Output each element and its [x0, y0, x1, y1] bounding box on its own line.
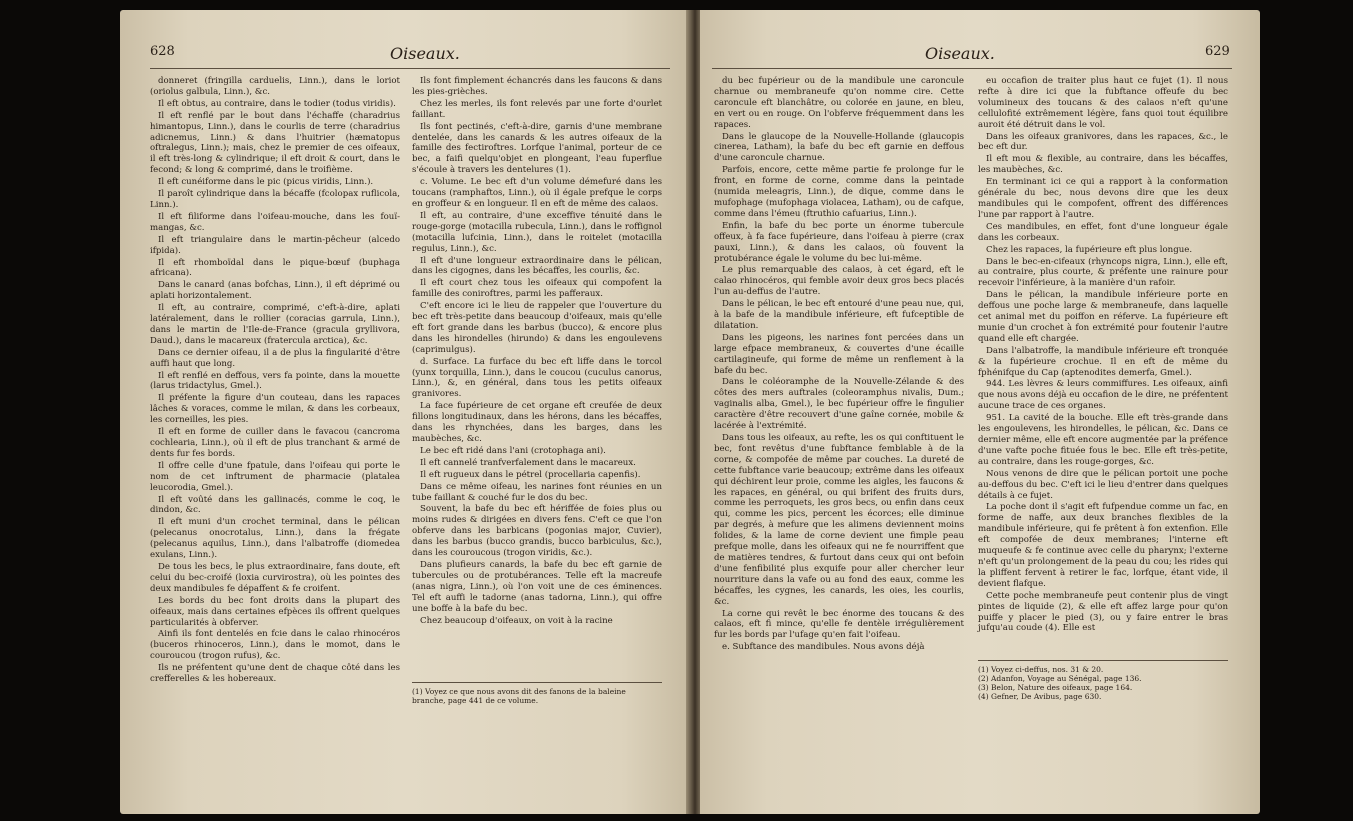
paragraph: Cette poche membraneufe peut contenir plus de vingt pintes de liquide (2), & elle eft affez large pour qu'on puiffe y placer le pied (3), ou y faire entrer le bras jufqu'au coude (4). Elle est [978, 590, 1228, 634]
paragraph: Il eft obtus, au contraire, dans le todier (todus viridis). [158, 98, 396, 109]
page-number: 628 [150, 44, 175, 59]
paragraph: Dans le coléoramphe de la Nouvelle-Zélande & des côtes des mers auftrales (coleoramphus nivalis, Dum.; vaginalis alba, Gmel.), le bec fupérieur offre le fingulier caractère d'être recouvert d'une gaîne cornée, mobile & lacérée à l'extrémité. [714, 377, 964, 432]
right-page [700, 10, 1260, 814]
running-title: Oiseaux. [925, 44, 995, 63]
paragraph: Chez les rapaces, la fupérieure eft plus longue. [986, 244, 1193, 255]
paragraph: Dans tous les oifeaux, au refte, les os qui conftituent le bec, font revêtus d'une fubftance femblable à de la corne, & compofée de même par couches. La dureté de cette fubftance varie beaucoup; extrême dans les oifeaux qui déchirent leur proie, comme les aigles, les faucons & les rapaces, en général, ou qui brifent des fruits durs, comme les perroquets, les gros becs, ou enfin dans ceux qui, comme les pics, percent les écorces; elle diminue par degrés, à mefure que les alimens deviennent moins folides, & la lame de corne devient une fimple peau prefque molle, dans les oifeaux qui ne fe nourriffent que de matières tendres, & furtout dans ceux qui ont befoin d'une fenfibilité plus exquife pour aller chercher leur nourriture dans la vafe ou au fond des eaux, comme les bécaffes, les cygnes, les canards, les oies, les courlis, &c. [714, 433, 964, 607]
footnote: (1) Voyez ci-deffus, nos. 31 & 20. [978, 665, 1104, 674]
paragraph: La corne qui revêt le bec énorme des toucans & des calaos, eft fi mince, qu'elle fe dentèle irrégulièrement fur les bords par l'ufage qu'en fait l'oifeau. [714, 608, 964, 641]
paragraph: du bec fupérieur ou de la mandibule une caroncule charnue ou membraneufe qu'on nomme cire. Cette caroncule eft blanchâtre, ou colorée en jaune, en bleu, en vert ou en rouge. On l'obferve fréquemment dans les rapaces. [714, 76, 964, 130]
paragraph: Dans plufieurs canards, la bafe du bec eft garnie de tubercules ou de protubérances. Telle eft la macreufe (anas nigra, Linn.), où l'on voit une de ces éminences. Tel eft auffi le tadorne (anas tadorna, Linn.), qui offre une boffe à la bafe du bec. [412, 559, 662, 614]
running-title: Oiseaux. [390, 44, 460, 63]
paragraph: Dans ce dernier oifeau, il a de plus la fingularité d'être auffi haut que long. [150, 347, 400, 369]
paragraph: Le bec eft ridé dans l'ani (crotophaga ani). [420, 445, 606, 456]
paragraph: Chez beaucoup d'oifeaux, on voit à la racine [420, 615, 613, 626]
paragraph: c. Volume. Le bec eft d'un volume démefuré dans les toucans (ramphaftos, Linn.), où il égale prefque le corps en groffeur & en longueur. Il en eft de même des calaos. [412, 177, 662, 209]
left-page [120, 10, 690, 814]
paragraph: Les bords du bec font droits dans la plupart des oifeaux, mais dans certaines efpèces ils offrent quelques particularités à obferver. [150, 595, 400, 628]
paragraph: Il eft, au contraire, d'une exceffive ténuité dans le rouge-gorge (motacilla rubecula, Linn.), dans le roffignol (motacilla lufcinia, Linn.), dans le roitelet (motacilla regulus, Linn.), &c. [412, 210, 662, 254]
paragraph: Ils font fimplement échancrés dans les faucons & dans les pies-grièches. [412, 76, 662, 97]
paragraph: donneret (fringilla carduelis, Linn.), dans le loriot (oriolus galbula, Linn.), &c. [150, 76, 400, 97]
paragraph: Il eft triangulaire dans le martin-pêcheur (alcedo ifpida). [150, 234, 400, 256]
paragraph: Il eft rugueux dans le pétrel (procellaria capenfis). [420, 469, 641, 480]
paragraph: Il eft mou & flexible, au contraire, dans les bécaffes, les maubèches, &c. [978, 154, 1228, 176]
paragraph: Dans le bec-en-cifeaux (rhyncops nigra, Linn.), elle eft, au contraire, plus courte, & préfente une rainure pour recevoir l'inférieure, à la manière d'un rafoir. [978, 256, 1228, 289]
paragraph: Enfin, la bafe du bec porte un énorme tubercule offeux, à fa face fupérieure, dans l'oifeau à pierre (crax pauxi, Linn.), & dans les calaos, où fouvent la protubérance égale le volume du bec lui-même. [714, 220, 964, 264]
paragraph: Il eft voûté dans les gallinacés, comme le coq, le dindon, &c. [150, 494, 400, 516]
paragraph: Il eft renflé par le bout dans l'échaffe (charadrius himantopus, Linn.), dans le courlis de terre (charadrius adicnemus, Linn.) & dans l'huitrier (hæmatopus oftralegus, Linn.); mais, chez le premier de ces oifeaux, il eft très-long & cylindrique; il eft droit & court, dans le fecond; & long & comprimé, dans le troifième. [150, 110, 400, 176]
paragraph: Dans le pélican, le bec eft entouré d'une peau nue, qui, à la bafe de la mandibule inférieure, eft fufceptible de dilatation. [714, 299, 964, 331]
footnotes [978, 660, 1228, 701]
text-column-1 [150, 76, 400, 686]
open-book [120, 10, 1260, 814]
footnote: (1) Voyez ce que nous avons dit des fanons de la baleine [412, 687, 626, 696]
header-rule [150, 68, 670, 69]
paragraph: Il eft court chez tous les oifeaux qui compofent la famille des coniroftres, parmi les pafferaux. [412, 278, 662, 300]
paragraph: C'eft encore ici le lieu de rappeler que l'ouverture du bec eft très-petite dans beaucoup d'oifeaux, mais qu'elle eft fort grande dans les barbus (bucco), & encore plus dans les hirondelles (hirundo) & dans les engoulevens (caprimulgus). [412, 301, 662, 355]
paragraph: Parfois, encore, cette même partie fe prolonge fur le front, en forme de corne, comme dans la peintade (numida meleagris, Linn.), de dique, comme dans le mufophage (mufophaga violacea, Latham), ou de cafque, comme dans l'émeu (ftruthio cafuarius, Linn.). [714, 165, 964, 219]
footnotes [412, 682, 662, 705]
paragraph: Il eft en forme de cuiller dans le favacou (cancroma cochlearia, Linn.), où il eft de plus tranchant & armé de dents fur fes bords. [150, 427, 400, 459]
paragraph: Dans les pigeons, les narines font percées dans un large efpace membraneux, & couvertes d'une écaille cartilagineufe, qui forme de même un renflement à la bafe du bec. [714, 332, 964, 376]
text-column-1 [714, 76, 964, 654]
paragraph: 944. Les lèvres & leurs commiffures. Les oifeaux, ainfi que nous avons déjà eu occafion de le dire, ne préfentent aucune trace de ces organes. [978, 379, 1228, 412]
paragraph: Ils font pectinés, c'eft-à-dire, garnis d'une membrane dentelée, dans les canards & les autres oifeaux de la famille des fectiroftres. Lorfque l'animal, porteur de ce bec, a faifi quelqu'objet en plongeant, l'eau fuperflue s'écoule à travers les dentelures (1). [412, 121, 662, 176]
paragraph: Nous venons de dire que le pélican portoit une poche au-deffous du bec. C'eft ici le lieu d'entrer dans quelques détails à ce fujet. [978, 468, 1228, 501]
paragraph: Chez les merles, ils font relevés par une forte d'ourlet faillant. [412, 98, 662, 120]
paragraph: Dans le canard (anas bofchas, Linn.), il eft déprimé ou aplati horizontalement. [150, 280, 400, 302]
paragraph: Ainfi ils font dentelés en fcie dans le calao rhinocéros (buceros rhinoceros, Linn.), dans le momot, dans le couroucou (trogon rufus), &c. [150, 629, 400, 662]
header-rule [712, 68, 1232, 69]
paragraph: En terminant ici ce qui a rapport à la conformation générale du bec, nous devons dire que les deux mandibules qui le compofent, offrent des différences l'une par rapport à l'autre. [978, 177, 1228, 220]
paragraph: eu occafion de traiter plus haut ce fujet (1). Il nous refte à dire ici que la fubftance offeufe du bec volumineux des toucans & des calaos n'eft qu'une cellulofité extrêmement légère, fans quoi tout équilibre auroit été détruit dans le vol. [978, 76, 1228, 130]
paragraph: Il eft cunéiforme dans le pic (picus viridis, Linn.). [158, 177, 374, 188]
paragraph: Il eft cannelé tranfverfalement dans le macareux. [420, 457, 636, 468]
footnote: branche, page 441 de ce volume. [412, 696, 539, 705]
paragraph: Dans le glaucope de la Nouvelle-Hollande (glaucopis cinerea, Latham), la bafe du bec eft garnie en deffous d'une caroncule charnue. [714, 131, 964, 164]
paragraph: Il paroît cylindrique dans la bécaffe (fcolopax ruflicola, Linn.). [150, 189, 400, 210]
paragraph: Il eft filiforme dans l'oifeau-mouche, dans les fouï-mangas, &c. [150, 211, 400, 233]
paragraph: Ils ne préfentent qu'une dent de chaque côté dans les crefferelles & les hobereaux. [150, 663, 400, 685]
paragraph: Dans le pélican, la mandibule inférieure porte en deffous une poche large & membraneufe, dans laquelle cet animal met du poiffon en réferve. La fupérieure eft munie d'un crochet à fon extrémité pour foutenir l'autre quand elle eft chargée. [978, 290, 1228, 344]
paragraph: Il eft muni d'un crochet terminal, dans le pélican (pelecanus onocrotalus, Linn.), dans la frégate (pelecanus aquilus, Linn.), dans l'albatroffe (diomedea exulans, Linn.). [150, 517, 400, 561]
paragraph: 951. La cavité de la bouche. Elle eft très-grande dans les engoulevens, les hirondelles, le pélican, &c. Dans ce dernier même, elle eft encore augmentée par la préfence d'une vafte poche fituée fous le bec. Elle eft très-petite, au contraire, dans les rouge-gorges, &c. [978, 413, 1228, 467]
paragraph: Ces mandibules, en effet, font d'une longueur égale dans les corbeaux. [978, 221, 1228, 243]
paragraph: Souvent, la bafe du bec eft hériffée de foies plus ou moins rudes & dirigées en divers fens. C'eft ce que l'on obferve dans les barbicans (pogonias major, Cuvier), dans les barbus (bucco grandis, bucco barbiculus, &c.), dans les couroucous (trogon viridis, &c.). [412, 504, 662, 559]
text-column-2 [978, 76, 1228, 635]
paragraph: Il eft renflé en deffous, vers fa pointe, dans la mouette (larus tridactylus, Gmel.). [150, 370, 400, 392]
paragraph: Il eft rhomboïdal dans le pique-bœuf (buphaga africana). [150, 257, 400, 279]
text-column-2 [412, 76, 662, 627]
paragraph: Dans les oifeaux granivores, dans les rapaces, &c., le bec eft dur. [978, 131, 1228, 153]
footnote: (3) Belon, Nature des oifeaux, page 164. [978, 683, 1133, 692]
paragraph: Il préfente la figure d'un couteau, dans les rapaces lâches & voraces, comme le milan, & dans les corbeaux, les corneilles, les pies. [150, 393, 400, 426]
paragraph: La poche dont il s'agit eft fufpendue comme un fac, en forme de naffe, aux deux branches flexibles de la mandibule inférieure, qui fe prêtent à fon extenfion. Elle eft compofée de deux membranes; l'interne eft muqueufe & fe continue avec celle du pharynx; l'externe n'eft qu'un prolongement de la peau du cou; les rides qui la pliffent fervent à retirer le fac, lorfque, étant vide, il devient flafque. [978, 502, 1228, 589]
paragraph: La face fupérieure de cet organe eft creufée de deux fillons longitudinaux, dans les hérons, dans les bécaffes, dans les rhynchées, dans les barges, dans les maubèches, &c. [412, 401, 662, 444]
paragraph: Dans ce même oifeau, les narines font réunies en un tube faillant & couché fur le dos du bec. [412, 481, 662, 503]
paragraph: Il eft d'une longueur extraordinaire dans le pélican, dans les cigognes, dans les bécaffes, les courlis, &c. [412, 255, 662, 277]
page-number: 629 [1205, 44, 1230, 59]
footnote: (4) Gefner, De Avibus, page 630. [978, 692, 1102, 701]
paragraph: d. Surface. La furface du bec eft liffe dans le torcol (yunx torquilla, Linn.), dans le coucou (cuculus canorus, Linn.), &, en général, dans tous les petits oifeaux granivores. [412, 356, 662, 400]
paragraph: De tous les becs, le plus extraordinaire, fans doute, eft celui du bec-croifé (loxia curvirostra), où les pointes des deux mandibules fe dépaffent & fe croifent. [150, 561, 400, 594]
paragraph: Il eft, au contraire, comprimé, c'eft-à-dire, aplati latéralement, dans le rollier (coracias garrula, Linn.), dans le martin de l'Ile-de-France (gracula gryllivora, Daud.), dans le macareux (fratercula arctica), &c. [150, 303, 400, 346]
paragraph: Le plus remarquable des calaos, à cet égard, eft le calao rhinocéros, qui femble avoir deux gros becs placés l'un au-deffus de l'autre. [714, 265, 964, 298]
footnote: (2) Adanfon, Voyage au Sénégal, page 136. [978, 674, 1142, 683]
paragraph: e. Subftance des mandibules. Nous avons déjà [722, 642, 925, 653]
paragraph: Dans l'albatroffe, la mandibule inférieure eft tronquée & la fupérieure crochue. Il en eft de même du fphénifque du Cap (aptenodites demerfa, Gmel.). [978, 345, 1228, 378]
paragraph: Il offre celle d'une fpatule, dans l'oifeau qui porte le nom de cet inftrument de pharmacie (platalea leucorodia, Gmel.). [150, 460, 400, 493]
